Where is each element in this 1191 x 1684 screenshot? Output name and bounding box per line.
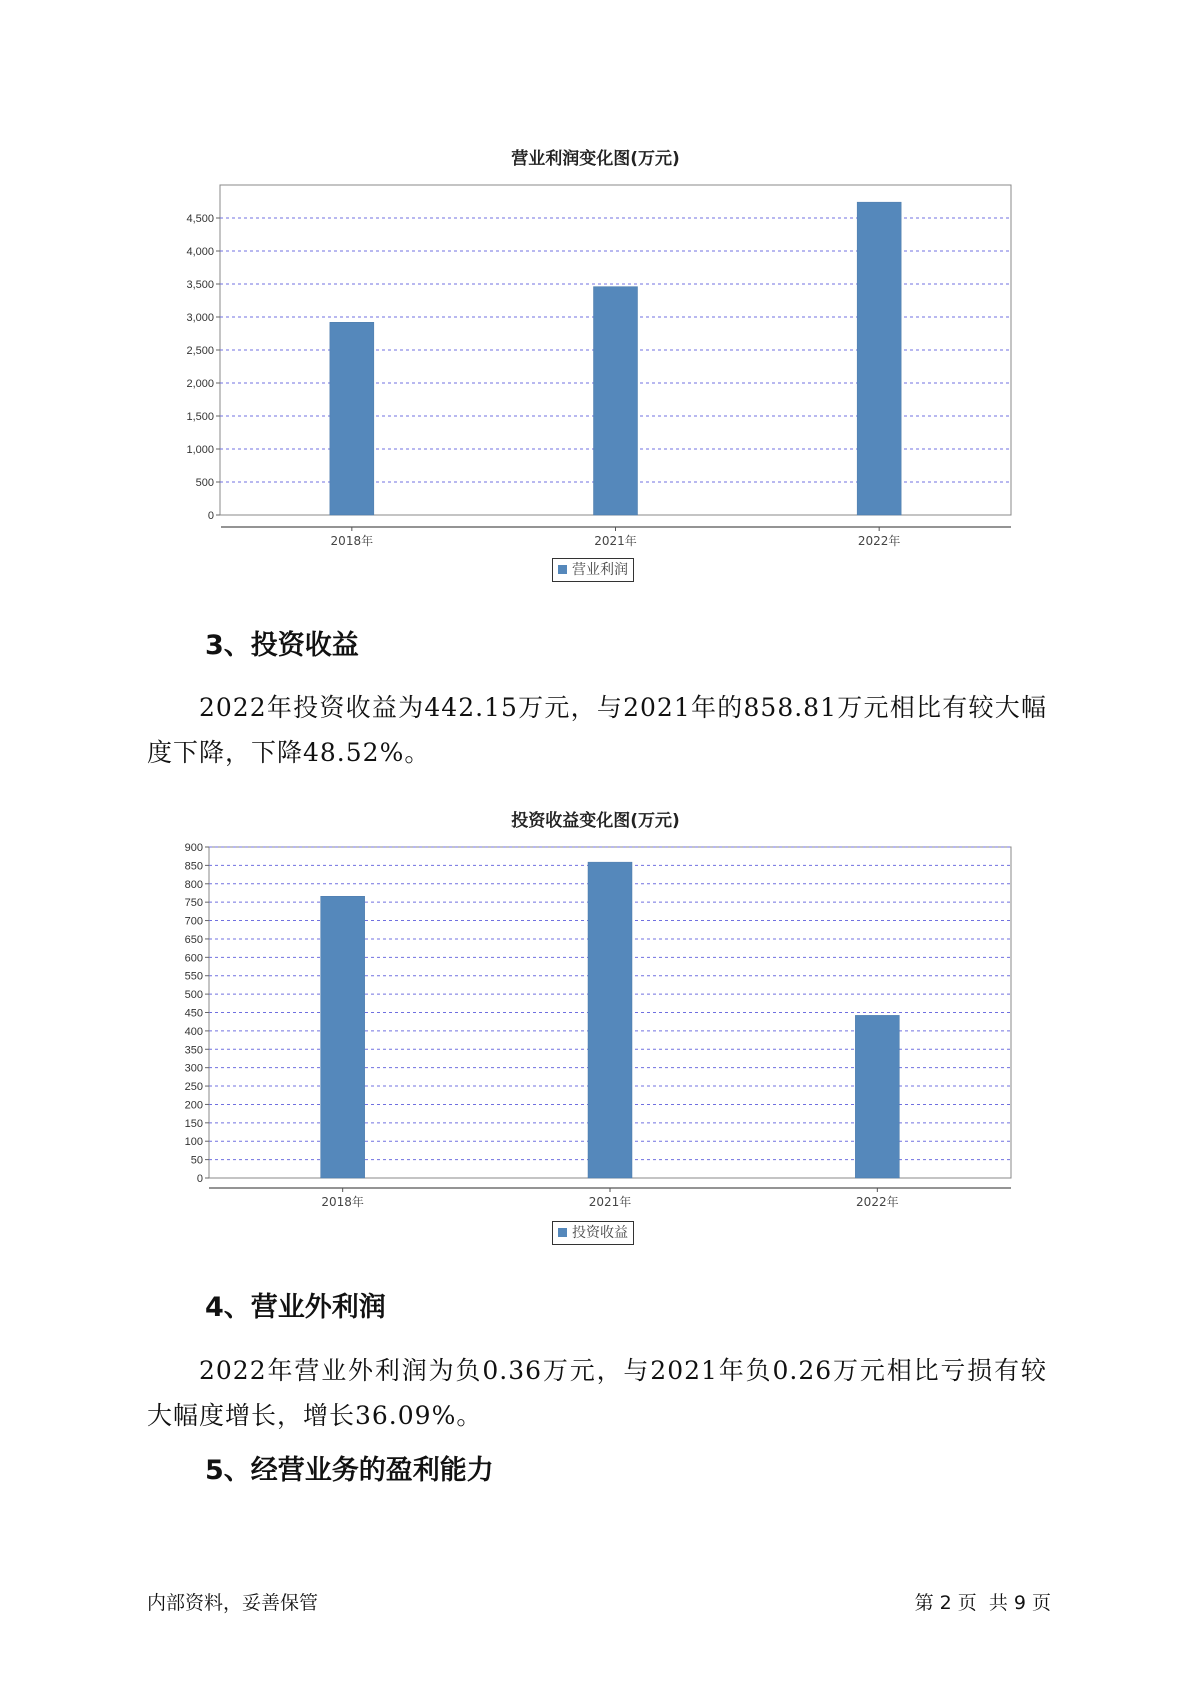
y-tick-label: 1,500 (186, 411, 214, 423)
y-tick-label: 600 (184, 952, 203, 965)
y-tick-label: 650 (184, 933, 203, 946)
y-tick-label: 400 (184, 1025, 203, 1038)
y-tick-label: 200 (184, 1099, 203, 1112)
y-tick-label: 500 (184, 989, 203, 1002)
section-4-heading: 4、营业外利润 (205, 1292, 386, 1323)
bar-2022年 (855, 1015, 899, 1178)
y-tick-label: 550 (184, 970, 203, 983)
section-3-heading: 3、投资收益 (205, 630, 359, 661)
legend-label: 营业利润 (572, 562, 628, 578)
y-tick-label: 2,000 (186, 378, 214, 390)
y-tick-label: 1,000 (186, 444, 214, 456)
y-tick-label: 4,500 (186, 213, 214, 225)
section-5-heading: 5、经营业务的盈利能力 (205, 1455, 494, 1486)
x-tick-label: 2018年 (330, 534, 374, 548)
chart2-legend (552, 1221, 634, 1245)
y-tick-label: 3,000 (186, 312, 214, 324)
y-tick-label: 2,500 (186, 345, 214, 357)
x-tick-label: 2022年 (857, 534, 901, 548)
page-number: 第 2 页 共 9 页 (914, 1592, 1051, 1614)
bar-2021年 (588, 862, 632, 1178)
y-tick-label: 700 (184, 915, 203, 928)
y-tick-label: 350 (184, 1044, 203, 1057)
x-tick-label: 2021年 (588, 1195, 632, 1209)
section-4-text: 2022年营业外利润为负0.36万元，与2021年负0.26万元相比亏损有较大幅度增长，增长36.09%。 (147, 1356, 1047, 1430)
y-tick-label: 0 (196, 1173, 203, 1185)
x-tick-label: 2022年 (856, 1195, 899, 1209)
y-tick-label: 50 (190, 1154, 203, 1167)
y-tick-label: 150 (184, 1117, 203, 1130)
y-tick-label: 900 (184, 842, 203, 854)
y-tick-label: 750 (184, 897, 203, 910)
y-tick-label: 100 (184, 1136, 203, 1149)
y-tick-label: 3,500 (186, 279, 214, 291)
section-3-text: 2022年投资收益为442.15万元，与2021年的858.81万元相比有较大幅度下降，下降48.52%。 (147, 693, 1047, 767)
bar-2018年 (321, 896, 365, 1178)
legend-swatch (558, 1228, 567, 1237)
y-tick-label: 450 (184, 1007, 203, 1020)
y-tick-label: 800 (184, 878, 203, 891)
y-tick-label: 300 (184, 1062, 203, 1075)
x-tick-label: 2018年 (321, 1195, 364, 1209)
chart2-title: 投资收益变化图(万元) (511, 811, 680, 831)
y-tick-label: 4,000 (186, 246, 214, 258)
y-tick-label: 850 (184, 860, 203, 873)
footer-confidential-note: 内部资料，妥善保管 (147, 1592, 319, 1614)
y-tick-label: 250 (184, 1081, 203, 1094)
legend-label: 投资收益 (572, 1225, 628, 1241)
y-tick-label: 500 (195, 477, 214, 489)
chart1-title: 营业利润变化图(万元) (511, 149, 680, 169)
x-tick-label: 2021年 (594, 534, 637, 548)
y-tick-label: 0 (207, 510, 214, 522)
